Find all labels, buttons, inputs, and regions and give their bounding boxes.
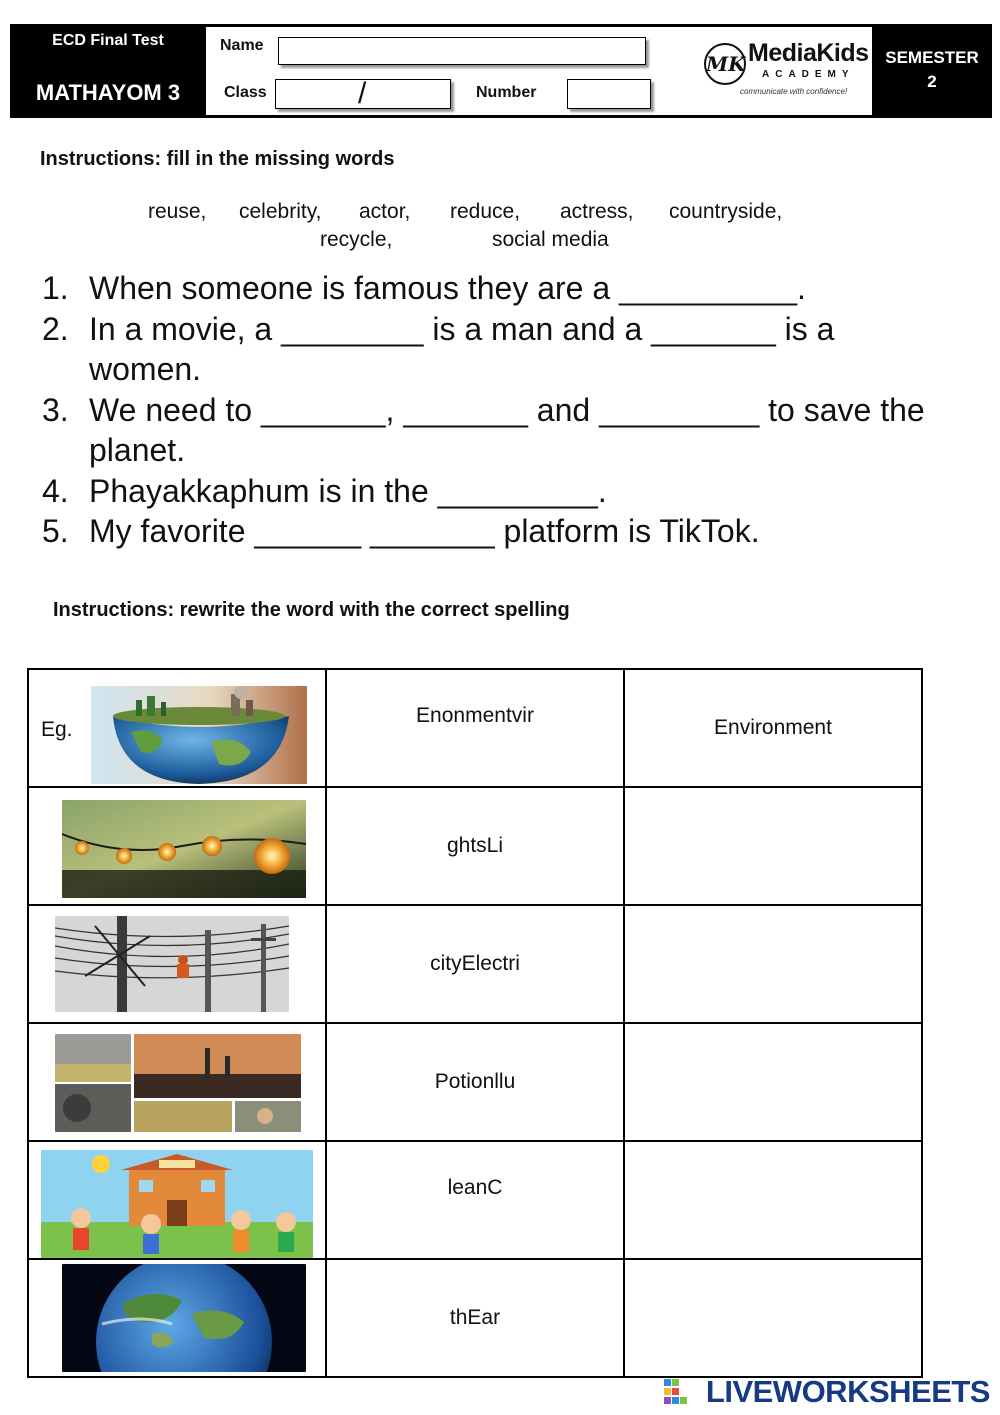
question-text: Phayakkaphum is in the _________.: [89, 472, 607, 509]
question-text: My favorite ______ _______ platform is TikTok.: [89, 513, 760, 549]
question-item[interactable]: [42, 471, 932, 512]
scrambled-word: Enonmentvir: [416, 704, 534, 727]
table-row: [28, 1023, 922, 1141]
question-text: In a movie, a ________ is a man and a _______ is a women.: [89, 310, 835, 387]
liveworksheets-footer: [650, 1374, 990, 1412]
liveworksheets-logo-icon: [664, 1379, 688, 1405]
answer-cell[interactable]: [624, 905, 922, 1023]
number-field[interactable]: [567, 79, 651, 109]
image-cell: [28, 787, 326, 905]
scrambled-word-cell: [326, 669, 624, 787]
scrambled-word: ghtsLi: [446, 834, 504, 857]
image-cell: [28, 1141, 326, 1259]
class-separator: /: [358, 77, 367, 110]
question-number: 4.: [42, 472, 69, 509]
earth-environment-image: [91, 686, 307, 784]
name-field[interactable]: [278, 37, 646, 65]
liveworksheets-brand: LIVEWORKSHEETS: [705, 1374, 990, 1409]
answer-cell[interactable]: [624, 1141, 922, 1259]
electricity-pole-image: [55, 916, 289, 1012]
worksheet-header: [10, 24, 992, 118]
table-row: [28, 1259, 922, 1377]
name-label: Name: [220, 37, 264, 54]
question-item[interactable]: [42, 268, 932, 309]
scrambled-word: Potionllu: [434, 1070, 516, 1093]
image-cell: [28, 669, 326, 787]
test-title-block: [10, 24, 206, 118]
word-bank-item: recycle,: [320, 228, 393, 251]
spelling-instruction: Instructions: rewrite the word with the correct spelling: [53, 599, 570, 621]
word-bank-item: countryside,: [669, 200, 783, 223]
semester-block: [872, 24, 992, 118]
question-number: 1.: [42, 270, 69, 306]
number-label: Number: [476, 84, 537, 101]
test-label: ECD Final Test: [52, 32, 164, 49]
answer-cell[interactable]: [624, 787, 922, 905]
kids-cleaning-image: [41, 1150, 313, 1258]
scrambled-word: thEar: [449, 1306, 501, 1329]
question-list: [42, 268, 932, 552]
logo-title: MediaKids: [748, 39, 869, 67]
mediakids-logo: [704, 37, 869, 107]
image-cell: [28, 1259, 326, 1377]
image-cell: [28, 1023, 326, 1141]
table-row: [28, 1141, 922, 1259]
word-bank-item: actor,: [359, 200, 411, 223]
scrambled-word-cell: [326, 1023, 624, 1141]
image-cell: [28, 905, 326, 1023]
table-row: [28, 669, 922, 787]
example-label: Eg.: [41, 718, 73, 741]
logo-tagline: communicate with confidence!: [740, 87, 848, 96]
earth-globe-image: [62, 1264, 306, 1372]
fill-in-instruction: Instructions: fill in the missing words: [40, 148, 395, 170]
question-number: 3.: [42, 391, 69, 428]
question-number: 2.: [42, 310, 69, 347]
question-text: When someone is famous they are a __________.: [89, 270, 806, 306]
logo-subtitle: ACADEMY: [762, 69, 855, 80]
question-text: We need to _______, _______ and _________ to save the planet.: [89, 391, 925, 468]
question-item[interactable]: [42, 309, 932, 390]
question-item[interactable]: [42, 390, 932, 471]
word-bank-item: celebrity,: [239, 200, 322, 223]
pollution-collage-image: [55, 1034, 301, 1132]
answer-cell[interactable]: [624, 1259, 922, 1377]
scrambled-word-cell: [326, 787, 624, 905]
scrambled-word: cityElectri: [430, 952, 520, 975]
semester-label: SEMESTER: [885, 48, 979, 67]
question-item[interactable]: [42, 511, 932, 552]
spelling-table: [27, 668, 923, 1378]
student-info-block: [206, 27, 872, 115]
scrambled-word-cell: [326, 905, 624, 1023]
scrambled-word-cell: [326, 1259, 624, 1377]
scrambled-word-cell: [326, 1141, 624, 1259]
class-label: Class: [224, 84, 267, 101]
question-number: 5.: [42, 513, 69, 549]
semester-value: 2: [927, 72, 937, 91]
scrambled-word: leanC: [447, 1176, 503, 1199]
word-bank-item: reduce,: [450, 200, 521, 223]
string-lights-image: [62, 800, 306, 898]
table-row: [28, 787, 922, 905]
answer-cell[interactable]: [624, 669, 922, 787]
word-bank-item: social media: [492, 228, 609, 251]
grade-label: MATHAYOM 3: [35, 80, 181, 105]
table-row: [28, 905, 922, 1023]
answer-text: Environment: [714, 716, 832, 739]
answer-cell[interactable]: [624, 1023, 922, 1141]
word-bank-item: reuse,: [148, 200, 207, 223]
word-bank-item: actress,: [560, 200, 634, 223]
mk-logo-mark: MK: [704, 43, 746, 85]
